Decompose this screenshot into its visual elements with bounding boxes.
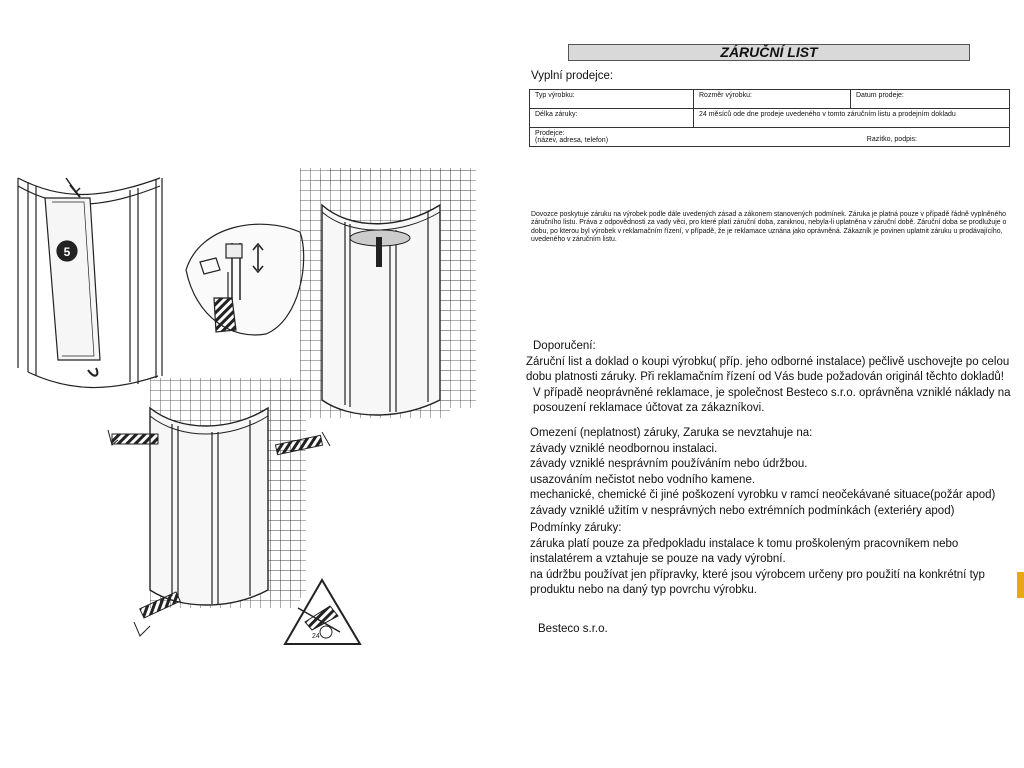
screwdriver-detail-diagram (186, 224, 304, 335)
recommendation-line: V případě neoprávněné reklamace, je společnost Besteco s.r.o. oprávněna vzniklé náklady na (533, 386, 1011, 399)
seller-field[interactable] (530, 128, 1010, 147)
warranty-length-value: 24 měsíců ode dne prodeje uvedeného v tomto záručním listu a prodejním dokladu (694, 109, 1010, 128)
finished-enclosure-diagram (300, 168, 476, 418)
stamp-signature-label: Razítko, podpis: (866, 136, 917, 143)
sealing-diagram (108, 378, 330, 636)
recommendation-line: dobu platnosti záruky. Při reklamačním řízení od Vás bude požadován originál těchto dokladů! (526, 371, 1004, 383)
limitation-item: závady vzniklé nesprávním používáním nebo údržbou. (530, 458, 808, 470)
condition-item: na údržbu používat jen přípravky, které jsou výrobcem určeny pro použití na konkrétní typ (530, 568, 985, 581)
conditions-heading: Podmínky záruky: (530, 522, 622, 534)
condition-item: produktu nebo na daný typ povrchu výrobku. (530, 584, 757, 596)
product-type-field[interactable]: Typ výrobku: (530, 90, 694, 109)
limitation-item: závady vzniklé užitím v nesprávných nebo extrémních podmínkách (exteriéry apod) (530, 504, 955, 517)
limitations-heading: Omezení (neplatnost) záruky, Zaruka se nevztahuje na: (530, 427, 813, 439)
product-size-field[interactable]: Rozměr výrobku: (694, 90, 851, 109)
seller-hint: (název, adresa, telefon) (535, 137, 609, 144)
condition-item: instalatérem a vztahuje se pouze na vady výrobní. (530, 553, 786, 565)
recommendation-line: Záruční list a doklad o koupi výrobku( příp. jeho odborné instalace) pečlivě uschovejte po celou (526, 355, 1010, 368)
warranty-length-label: Délka záruky: (530, 109, 694, 128)
condition-item: záruka platí pouze za předpokladu instalace k tomu proškoleným pracovníkem nebo (530, 537, 959, 550)
warranty-title: ZÁRUČNÍ LIST (568, 44, 970, 61)
conditions-section (530, 521, 1010, 599)
seller-label: Prodejce: (535, 130, 565, 137)
limitation-item: usazováním nečistot nebo vodního kamene. (530, 473, 756, 486)
recommendation-heading: Doporučení: (533, 340, 596, 352)
sale-date-field[interactable]: Datum prodeje: (851, 90, 1010, 109)
fill-by-seller-label: Vyplní prodejce: (531, 70, 614, 82)
limitations-section (530, 426, 1010, 519)
limitation-item: mechanické, chemické či jiné poškození vyrobku v ramcí neočekávané situace(požár apod) (530, 489, 996, 501)
step-number: 5 (63, 245, 71, 259)
recommendation-section (526, 339, 1016, 417)
limitation-item: závady vzniklé neodbornou instalaci. (530, 442, 718, 455)
warranty-form (529, 89, 1010, 147)
step-5-diagram (18, 178, 162, 388)
company-name: Besteco s.r.o. (538, 623, 608, 635)
recommendation-line: posouzení reklamace účtovat za zákazníkovi. (533, 402, 765, 414)
legal-text: Dovozce poskytuje záruku na výrobek podle dále uvedených zásad a zákonem stanovených podmínek. Záruka je platná pouze v případě řádně vyplněného záručního listu. Práva z odpovědnosti za vady věci, pro které platí záruční doba, zaniknou, nebyla-li uplatněna v záruční době. Záruční doba se prodlužuje o dobu, po kterou byl výrobek v reklamačním řízení, v případě, že je reklamace uznána jako oprávněná. Zákazník je povinen uplatnit záruku u prodávajícího, uvedeného v záručním listu. (531, 211, 1007, 243)
page-edge-marker (1017, 572, 1024, 598)
cure-time-label: 24 (312, 633, 320, 640)
